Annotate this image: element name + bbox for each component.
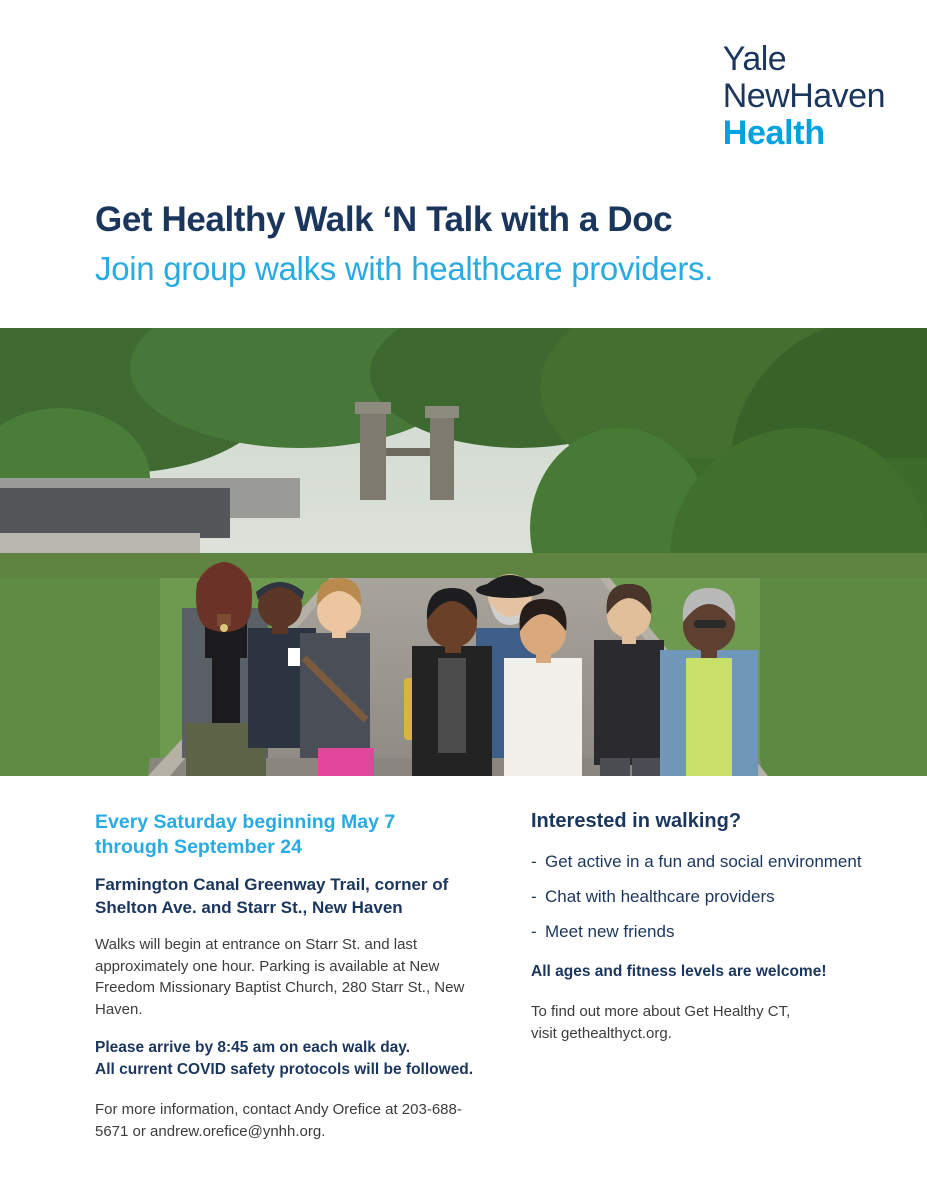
yale-new-haven-health-logo	[723, 42, 885, 150]
logo-line-health: Health	[722, 114, 825, 152]
more-info-line-2: visit gethealthyct.org.	[531, 1024, 672, 1042]
schedule-line-1: Every Saturday beginning May 7	[95, 811, 396, 833]
list-item	[531, 886, 871, 908]
list-item-label: Meet new friends	[545, 922, 675, 942]
benefits-list	[531, 851, 871, 943]
contact-text: For more information, contact Andy Orefice at 203-688-5671 or andrew.orefice@ynhh.org.	[95, 1100, 462, 1140]
arrival-line-1: Please arrive by 8:45 am on each walk day.	[95, 1038, 411, 1056]
interest-column	[531, 810, 871, 1044]
schedule-line-2: through September 24	[95, 835, 302, 858]
list-item-label: Get active in a fun and social environment	[545, 852, 862, 871]
location-line-1: Farmington Canal Greenway Trail, corner of	[95, 874, 449, 894]
location-line-2: Shelton Ave. and Starr St., New Haven	[95, 897, 403, 917]
interest-heading: Interested in walking?	[531, 810, 742, 832]
bullet-dash: -	[531, 887, 537, 907]
list-item-label: Chat with healthcare providers	[545, 887, 775, 907]
group-photo-illustration	[0, 328, 927, 776]
bullet-dash: -	[531, 852, 537, 871]
logo-line-yale: Yale	[722, 40, 787, 78]
page-title: Get Healthy Walk ‘N Talk with a Doc	[95, 200, 673, 239]
more-info-text	[531, 1001, 871, 1045]
bullet-dash: -	[531, 922, 537, 942]
schedule-heading	[95, 810, 480, 860]
logo-line-newhaven: NewHaven	[722, 77, 885, 115]
event-details-column	[95, 810, 480, 1142]
location-heading	[95, 874, 480, 920]
page-subtitle: Join group walks with healthcare providers.	[95, 250, 714, 287]
walk-details-text: Walks will begin at entrance on Starr St. and last approximately one hour. Parking is available at New Freedom Missionary Baptist Church, 280 Starr St., New Haven.	[95, 935, 465, 1019]
arrival-line-2: All current COVID safety protocols will be followed.	[95, 1060, 474, 1078]
group-photo	[0, 328, 927, 776]
welcome-note: All ages and fitness levels are welcome!	[531, 963, 827, 981]
arrival-note	[95, 1037, 480, 1081]
list-item	[531, 921, 871, 943]
more-info-line-1: To find out more about Get Healthy CT,	[531, 1002, 791, 1020]
list-item	[531, 851, 871, 873]
